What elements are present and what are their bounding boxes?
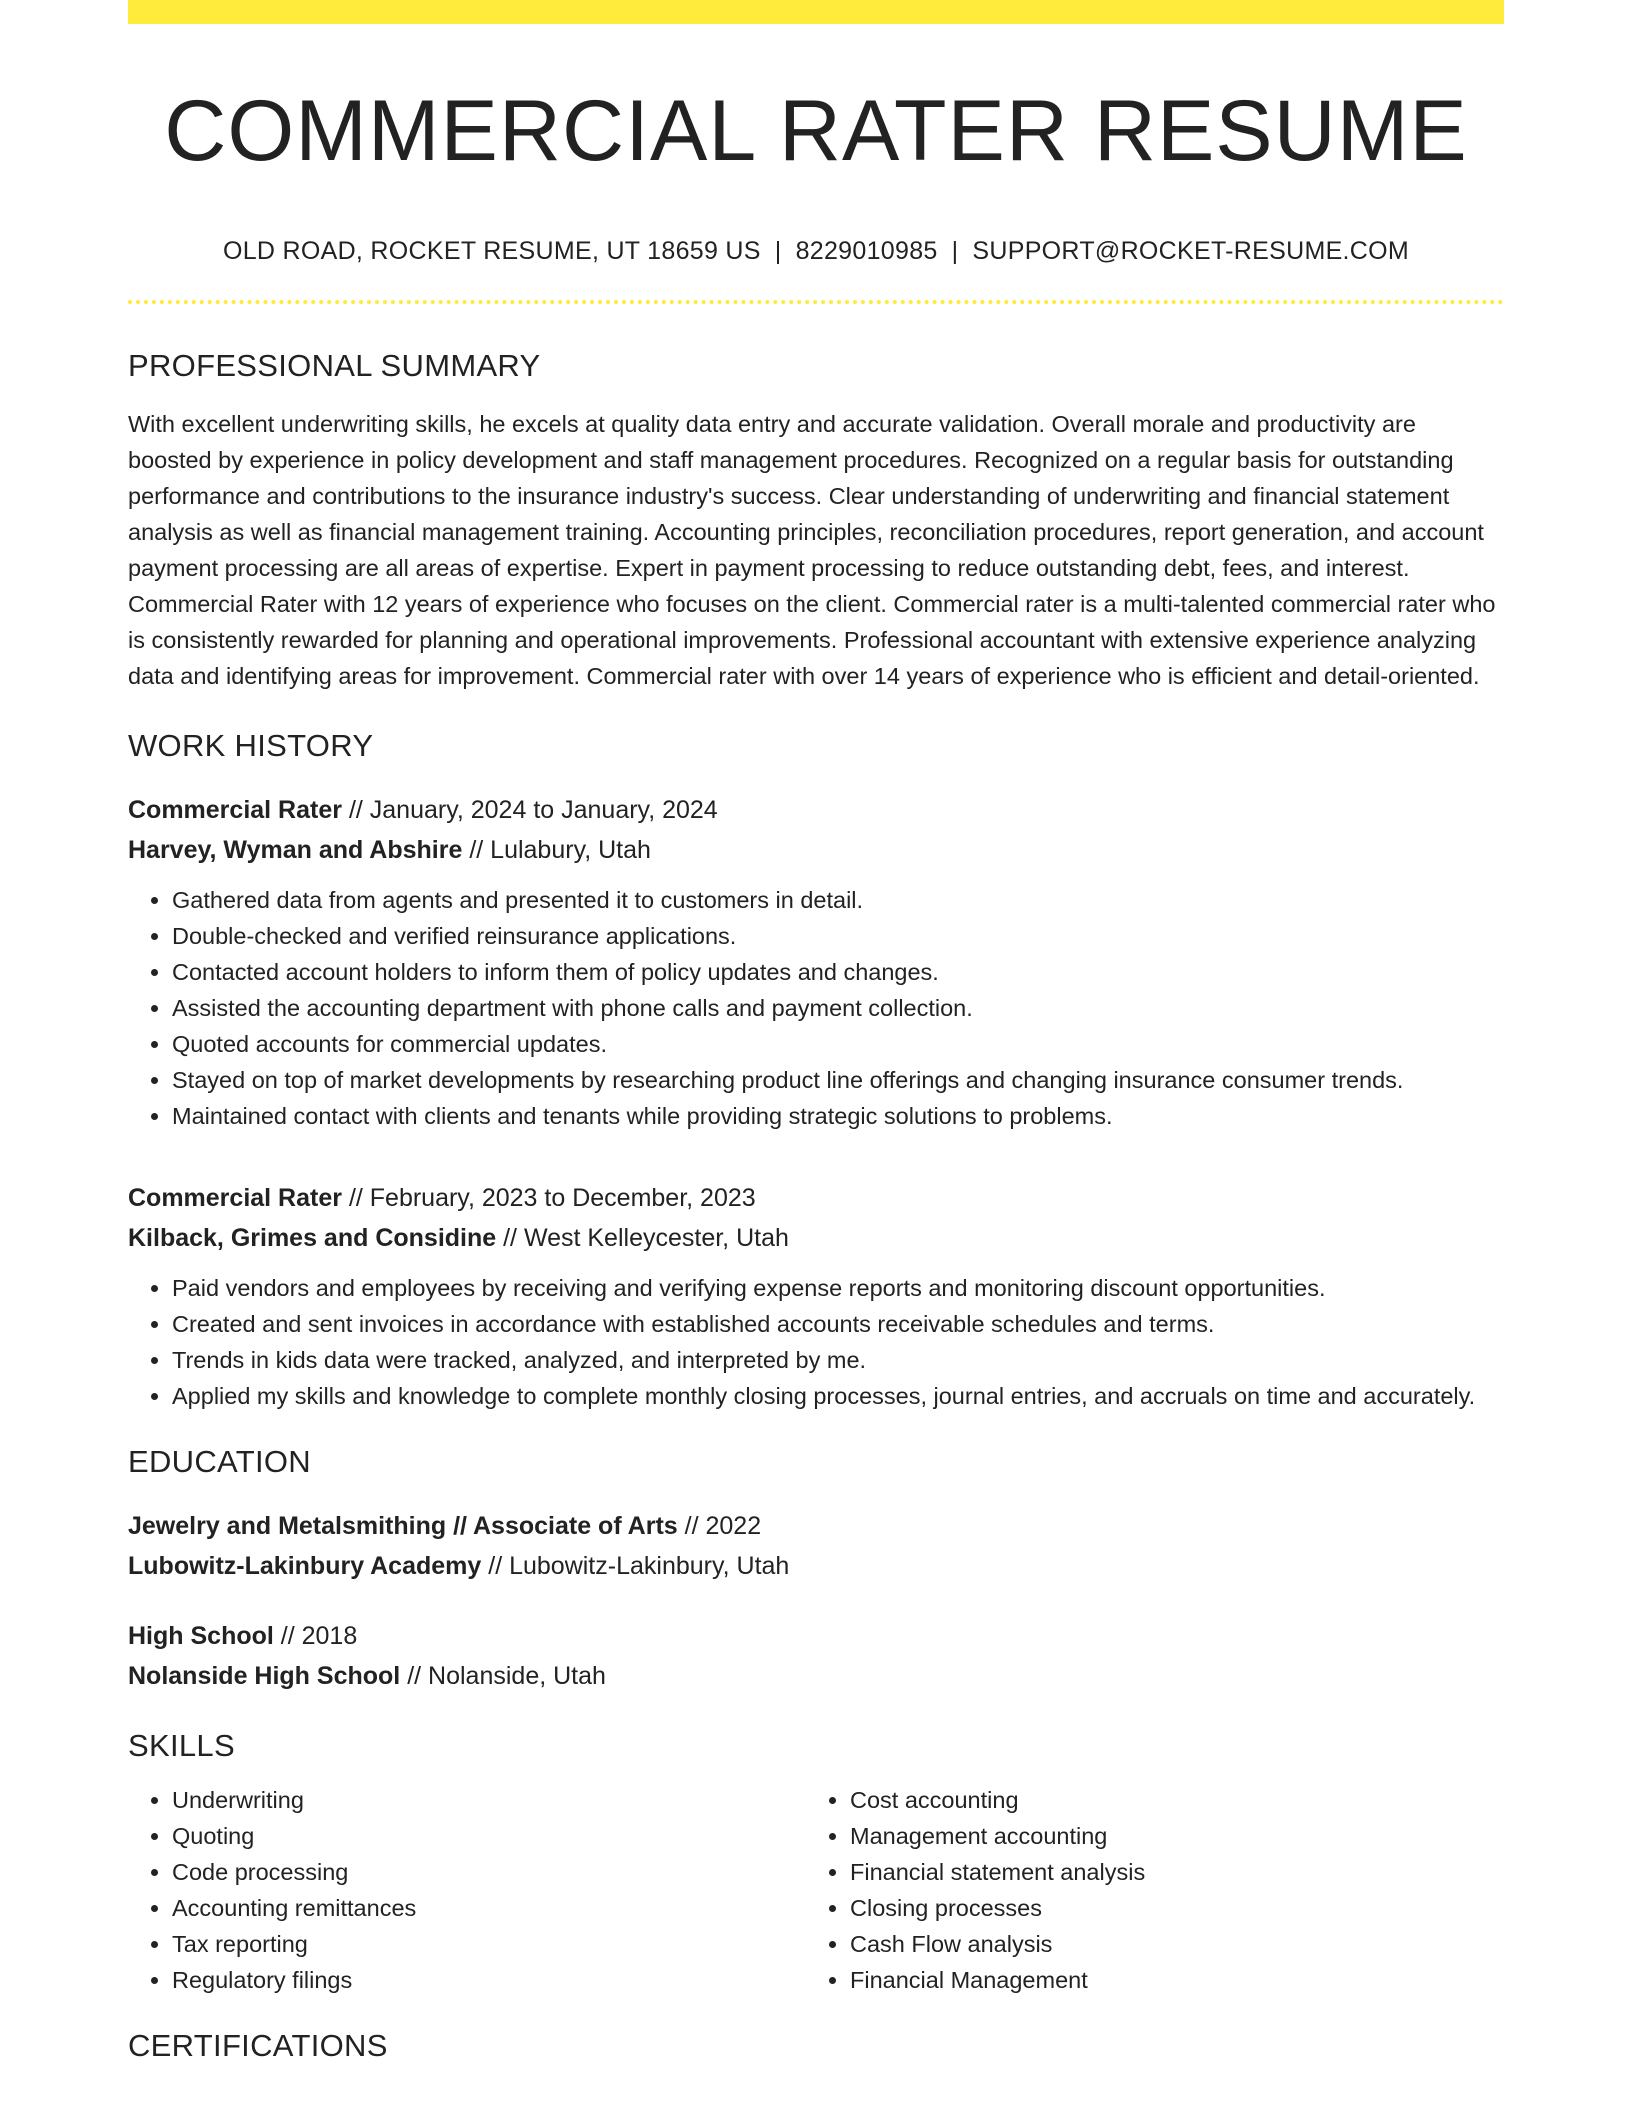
job-title-line [128,1178,1504,1218]
job-company-line [128,1218,1504,1258]
job-bullet: • Applied my skills and knowledge to complete monthly closing processes, journal entries, and accruals on time and accurately. [172,1378,1504,1414]
education-school: Nolanside High School [128,1661,401,1690]
job-bullet: • Paid vendors and employees by receiving and verifying expense reports and monitoring discount opportunities. [172,1270,1504,1306]
education-school-line [128,1656,1504,1696]
work-history-heading: WORK HISTORY [128,727,374,763]
job-title: Commercial Rater [128,795,342,824]
job-bullet: • Quoted accounts for commercial updates. [172,1026,1504,1062]
summary-heading: PROFESSIONAL SUMMARY [128,347,541,383]
job-bullet: • Double-checked and verified reinsurance applications. [172,918,1504,954]
skills-list-left [128,1782,806,1998]
skills-columns [128,1782,1504,1998]
job-dates: // January, 2024 to January, 2024 [348,795,718,824]
education-degree-line [128,1506,1504,1546]
skill-item: • Cost accounting [850,1782,1484,1818]
job-bullet: • Trends in kids data were tracked, analyzed, and interpreted by me. [172,1342,1504,1378]
job-bullet: • Assisted the accounting department with phone calls and payment collection. [172,990,1504,1026]
resume-page [128,0,1504,2064]
job-bullet: • Stayed on top of market developments by researching product line offerings and changing insurance consumer trends. [172,1062,1504,1098]
education-degree-line [128,1616,1504,1656]
skill-item: • Management accounting [850,1818,1484,1854]
job-company: Harvey, Wyman and Abshire [128,835,463,864]
job-bullets [128,882,1504,1134]
job-bullet: • Created and sent invoices in accordance with established accounts receivable schedules and terms. [172,1306,1504,1342]
certifications-heading: CERTIFICATIONS [128,2027,388,2063]
job-company-line [128,830,1504,870]
job-bullet: • Contacted account holders to inform them of policy updates and changes. [172,954,1504,990]
job-location: // West Kelleycester, Utah [503,1223,789,1252]
job-entry [128,1178,1504,1414]
summary-text: With excellent underwriting skills, he excels at quality data entry and accurate validation. Overall morale and productivity are boosted by experience in policy development and staff management procedures. Recognized on a regular basis for outstanding performance and contributions to the insurance industry's success. Clear understanding of underwriting and financial statement analysis as well as financial management training. Accounting principles, reconciliation procedures, report generation, and account payment processing are all areas of expertise. Expert in payment processing to reduce outstanding debt, fees, and interest. Commercial Rater with 12 years of experience who focuses on the client. Commercial rater is a multi-talented commercial rater who is consistently rewarded for planning and operational improvements. Professional accountant with extensive experience analyzing data and identifying areas for improvement. Commercial rater with over 14 years of experience who is efficient and detail-oriented. [128,410,1496,689]
skill-item: • Financial statement analysis [850,1854,1484,1890]
skill-item: • Financial Management [850,1962,1484,1998]
skills-heading: SKILLS [128,1727,235,1763]
skill-item: • Regulatory filings [172,1962,806,1998]
skill-item: • Cash Flow analysis [850,1926,1484,1962]
contact-address: OLD ROAD, ROCKET RESUME, UT 18659 US [222,236,761,265]
job-bullet: • Maintained contact with clients and tenants while providing strategic solutions to problems. [172,1098,1504,1134]
skill-item: • Underwriting [172,1782,806,1818]
job-title-line [128,790,1504,830]
job-location: // Lulabury, Utah [469,835,651,864]
skill-item: • Closing processes [850,1890,1484,1926]
education-degree: High School [128,1621,274,1650]
education-year: // 2018 [280,1621,358,1650]
education-school: Lubowitz-Lakinbury Academy [128,1551,482,1580]
skill-item: • Code processing [172,1854,806,1890]
education-school-line [128,1546,1504,1586]
skill-item: • Tax reporting [172,1926,806,1962]
skill-item: • Accounting remittances [172,1890,806,1926]
dotted-divider [128,300,1504,304]
education-entry [128,1506,1504,1586]
contact-phone: 8229010985 [795,236,938,265]
accent-bar [128,0,1504,24]
education-location: // Lubowitz-Lakinbury, Utah [488,1551,790,1580]
job-entry [128,790,1504,1134]
job-bullet: • Gathered data from agents and presented it to customers in detail. [172,882,1504,918]
skill-item: • Quoting [172,1818,806,1854]
job-title: Commercial Rater [128,1183,342,1212]
job-dates: // February, 2023 to December, 2023 [348,1183,756,1212]
contact-email: SUPPORT@ROCKET-RESUME.COM [972,236,1410,265]
education-year: // 2022 [684,1511,762,1540]
resume-title: COMMERCIAL RATER RESUME [164,83,1468,179]
contact-separator: | [951,236,959,265]
contact-separator: | [774,236,782,265]
skills-list-right [806,1782,1484,1998]
education-location: // Nolanside, Utah [407,1661,606,1690]
job-bullets [128,1270,1504,1414]
job-company: Kilback, Grimes and Considine [128,1223,497,1252]
education-entry [128,1616,1504,1696]
education-degree: Jewelry and Metalsmithing // Associate of Arts [128,1511,678,1540]
education-heading: EDUCATION [128,1443,311,1479]
contact-line [128,237,1504,266]
